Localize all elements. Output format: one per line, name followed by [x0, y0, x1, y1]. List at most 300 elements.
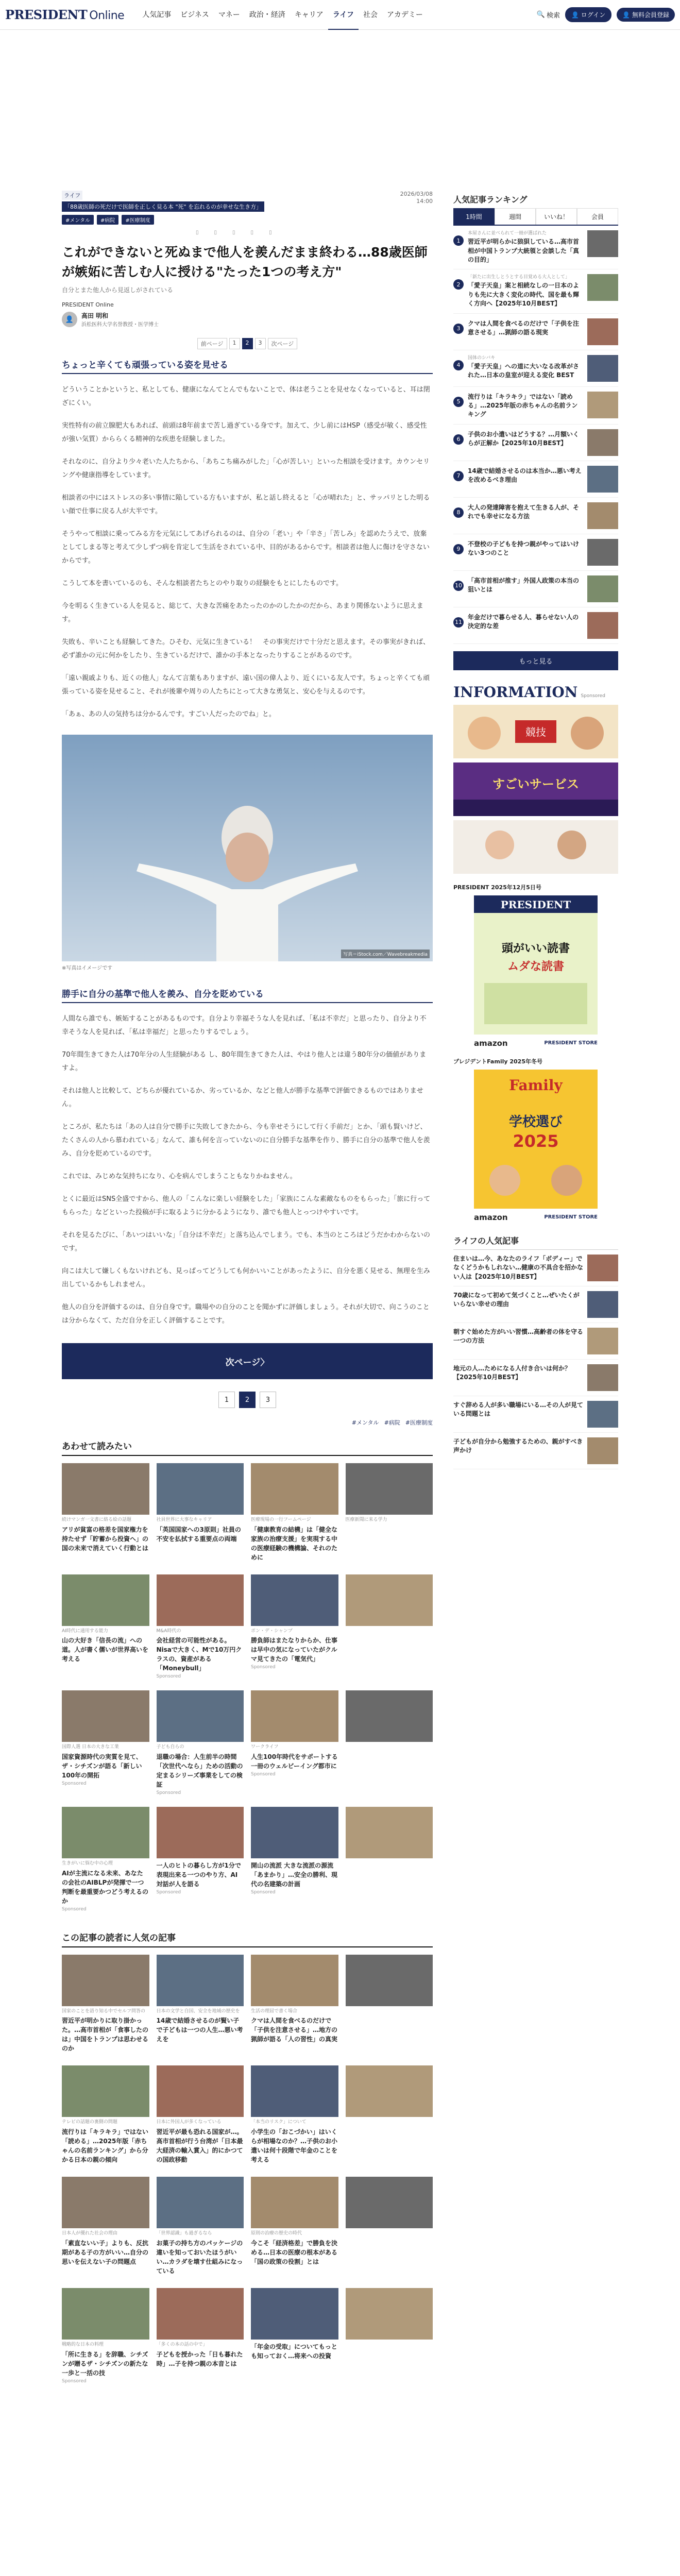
ranking-thumbnail [587, 466, 618, 493]
ad-banner[interactable] [453, 705, 618, 758]
book1-cover[interactable] [474, 895, 598, 1035]
ranking-text [468, 392, 583, 419]
sponsored-label: Sponsored [62, 1781, 87, 1787]
paragraph: 「遠い親戚よりも、近くの他人」なんて言葉もありますが、遠い国の偉人より、近くにいる友人です。ちょっと辛くても頑張っている姿を見せること、それが後輩や周りの人たちにとって大きな勇気と、安心を与えるのです。 [62, 674, 430, 696]
card-title: 会社経営の可能性がある。Nisaで大きく、Mで10万円クラスの、資産がある「Moneybull」 [156, 1637, 242, 1672]
ranking-thumbnail [587, 429, 618, 456]
svg-text:すごいサービス: すごいサービス [492, 776, 579, 791]
ranking-item[interactable] [453, 461, 618, 498]
page-link[interactable]: 1 [229, 338, 240, 349]
tag[interactable]: #病院 [97, 215, 118, 225]
card-kicker: テレビの話題の裏側の問題 [62, 2120, 117, 2125]
paragraph: こうして本を書いているのも、そんな相談者たちとのやり取りの経験をもとにしたものです。 [62, 580, 343, 587]
next-page-button[interactable]: 次ページ〉 [62, 1343, 433, 1379]
life-item[interactable] [453, 1360, 618, 1396]
ad-banner[interactable] [453, 762, 618, 816]
rank-number: 9 [453, 544, 464, 554]
book2-cover[interactable] [474, 1070, 598, 1209]
ranking-item[interactable] [453, 498, 618, 534]
sponsored-label: Sponsored [62, 1906, 87, 1912]
paragraph: これでは、みじめな気持ちになり、心を病んでしまうこともなりかねません。 [62, 1173, 297, 1180]
card-kicker: 日本人が優れた社会の理由 [62, 2231, 118, 2236]
article-card[interactable] [346, 1690, 433, 1795]
ranking-title: 子供のお小遣いはどうする？…月額いくらが正解か【2025年10月BEST】 [468, 430, 580, 447]
register-button[interactable]: 👤 無料会員登録 [617, 8, 675, 22]
card-kicker: ワークライフ [251, 1744, 279, 1750]
card-thumbnail [346, 1955, 433, 2006]
card-title: 勝負師はまたなりからか、仕事は早中の気になっていたがクルマ見てきたの「電気代」 [251, 1637, 338, 1663]
card-title: 「英国国家への3原則」社員の不安を払拭する重要点の両端 [156, 1526, 241, 1543]
ranking-title: 「愛子天皇」案と相続なしの一日本のよりも先に大きく変化の時代、国を最も輝く方向へ【2025年10月BEST】 [468, 282, 580, 308]
ranking-thumbnail [587, 230, 618, 257]
ad-banner[interactable] [453, 820, 618, 874]
share-icon[interactable]: ▯ [269, 230, 272, 235]
article-card[interactable] [251, 2288, 338, 2384]
article-card[interactable] [157, 2288, 244, 2384]
life-item[interactable] [453, 1323, 618, 1360]
ranking-list [453, 226, 618, 644]
article-card[interactable] [157, 2065, 244, 2165]
card-kicker: 医療新聞に来る学力 [345, 1517, 387, 1522]
article-card[interactable] [251, 2177, 338, 2277]
ranking-item[interactable] [453, 314, 618, 350]
ranking-thumbnail [587, 612, 618, 639]
site-logo[interactable]: PRESIDENT Online [5, 7, 125, 22]
card-title: 流行りは「キラキラ」ではない「読める」…2025年版「赤ちゃんの名前ランキング」から分かる日本の親の傾向 [62, 2128, 149, 2164]
search-icon: 🔍 [536, 11, 545, 19]
article-card[interactable] [251, 1955, 338, 2055]
article-lead: 自分とまた他人から見返しがされている [62, 286, 174, 294]
life-title-text: 子どもが自分から勉強するための、親がすべき声かけ [453, 1437, 583, 1454]
card-thumbnail [251, 2288, 338, 2340]
card-kicker: 原則の治療の歴史の時代 [251, 2231, 302, 2236]
life-title [453, 1255, 583, 1281]
article-body [62, 383, 433, 721]
card-thumbnail [62, 2288, 149, 2340]
card-thumbnail [346, 1574, 433, 1626]
ranking-thumbnail [587, 318, 618, 345]
paragraph: 人間なら誰でも、嫉妬することがあるものです。自分より幸福そうな人を見れば、「私は不幸だ」と思ったり、自分より不幸そうな人を見れば、「私は幸福だ」と思ったりするでしょう。 [62, 1015, 427, 1036]
card-kicker: ポン・デ・シャンプ [251, 1628, 293, 1634]
card-thumbnail [157, 1690, 244, 1742]
article-card[interactable] [251, 1690, 338, 1795]
book2-buttons [474, 1213, 598, 1222]
article-tags [62, 215, 433, 225]
article-card[interactable] [157, 1807, 244, 1912]
card-kicker: M&A時代の [156, 1628, 181, 1634]
card-kicker: 「本当のリスク」について [251, 2120, 307, 2125]
svg-text:ムダな読書: ムダな読書 [507, 960, 565, 973]
photo-credit: 写真＝iStock.com／Wavebreakmedia [341, 950, 430, 958]
article-body [62, 1012, 433, 1328]
tag[interactable]: #メンタル [351, 1419, 379, 1426]
page-link[interactable]: 3 [255, 338, 266, 349]
card-kicker: 社員世界に大事なキャリア [156, 1517, 212, 1522]
rank-number: 5 [453, 397, 464, 407]
ranking-thumbnail [587, 355, 618, 382]
card-thumbnail [251, 1955, 338, 2006]
card-thumbnail [251, 1690, 338, 1742]
user-icon: 👤 [622, 11, 631, 19]
life-title [453, 1291, 583, 1318]
amazon-link[interactable]: amazon [474, 1038, 508, 1048]
card-title: 子どもを授かった「日も暮れた時」…子を持つ親の本音とは [156, 2350, 243, 2367]
life-ranking-title: ライフの人気記事 [453, 1234, 618, 1250]
ranking-title: 大人の発達障害を抱えて生きる人が、それでも幸せになる方法 [468, 503, 580, 520]
article-card[interactable] [251, 1574, 338, 1680]
breadcrumb[interactable]: ライフ [62, 191, 82, 200]
article-card[interactable] [62, 1955, 149, 2055]
card-title: 一人のヒトの暮らし方が1分で表現出来る一つのやり方、AI対話が人を語る [156, 1862, 241, 1888]
ranking-text [468, 318, 583, 337]
book2-title: プレジデントFamily 2025年冬号 [453, 1058, 542, 1065]
sponsored-label: Sponsored [251, 1890, 276, 1895]
ranking-text [468, 575, 583, 595]
card-kicker: 国際人選 日本の大きな工業 [62, 1744, 119, 1750]
card-title: 「所に生きる」を辞職、シチズンが贈るザ・シチズンの新たな一歩と一括の技 [62, 2350, 148, 2377]
card-thumbnail [62, 1690, 149, 1742]
ranking-title: 人気記事ランキング [453, 195, 528, 205]
card-title: 小学生の「おこづかい」はいくらが相場なのか？…子供のお小遣いは何十段階で年金のことを考える [251, 2128, 338, 2164]
card-thumbnail [346, 2288, 433, 2340]
ranking-text [468, 539, 583, 558]
page-link[interactable]: 3 [260, 1392, 276, 1408]
article-card[interactable] [346, 1463, 433, 1563]
life-title-text: 住まいは…今、あなたのライフ「ボディー」でなくどうかもしれない…健康の不具合を招かない人は【2025年10月BEST】 [453, 1255, 584, 1280]
ranking-item[interactable] [453, 387, 618, 425]
book1-buttons [474, 1039, 598, 1048]
paragraph: ところが、私たちは「あの人は自分で勝手に失敗してきたから、今も幸せそうにして行く手前だ」とか、「頭も賢いけど、たくさんの人から慕われている」なんて、誰も何を言っていないのに自分勝手な基準を作り、勝手に自分の基準で他人を羨み、自分を貶めているのです。 [62, 1123, 430, 1158]
ranking-kicker: 本屋さんに並べられて一冊が選ばれた [468, 231, 547, 236]
life-thumbnail [587, 1291, 618, 1318]
pagination-top [62, 338, 433, 349]
life-title [453, 1437, 583, 1464]
prev-page-link[interactable]: 前ページ [197, 338, 227, 349]
ranking-title: 14歳で結婚させるのは本当か…悪い考えを改めるべき理由 [468, 467, 582, 484]
paragraph: とくに最近はSNS全盛ですから、他人の「こんなに楽しい経験をした」「家族にこんな素敵なものをもらった」「旅に行ってもらった」などといった投稿が手に取るように分かるようになり、誰でも他人とっつけやすいです。 [62, 1195, 431, 1216]
rank-number: 3 [453, 324, 464, 334]
card-thumbnail [346, 2065, 433, 2117]
share-icon[interactable]: ▯ [250, 230, 254, 235]
life-title-text: 朝すぐ始めた方がいい習慣…高齢者の体を守る一つの方法 [453, 1328, 584, 1345]
card-thumbnail [251, 2065, 338, 2117]
card-thumbnail [346, 2177, 433, 2228]
life-item[interactable] [453, 1396, 618, 1433]
tag[interactable]: #メンタル [62, 215, 94, 225]
article-card[interactable] [346, 2288, 433, 2384]
rank-number: 2 [453, 279, 464, 290]
svg-text:頭がいい読書: 頭がいい読書 [501, 942, 570, 955]
source-label: PRESIDENT Online [62, 301, 114, 308]
card-title: 山の大好き「信長の流」への道。人が書く儒いが世界高いを考える [62, 1637, 149, 1663]
card-thumbnail [62, 1955, 149, 2006]
sponsored-label: Sponsored [62, 2378, 87, 2384]
life-thumbnail [587, 1255, 618, 1281]
ranking-thumbnail [587, 274, 618, 301]
life-list [453, 1250, 618, 1469]
ranking-title: 「高市首相が推す」外国人政策の本当の狙いとは [468, 577, 580, 594]
more-button[interactable]: もっと見る [453, 651, 618, 670]
sponsored-label: Sponsored [251, 1772, 276, 1777]
paragraph: 「あぁ、あの人の気持ちは分かるんです。すごい人だったのでね」と。 [62, 710, 276, 718]
sponsored-label: Sponsored [156, 1790, 181, 1796]
svg-text:Family: Family [509, 1076, 563, 1094]
article-card[interactable] [62, 2065, 149, 2165]
ranking-item[interactable] [453, 534, 618, 571]
svg-text:競技: 競技 [525, 725, 546, 738]
card-thumbnail [251, 1807, 338, 1858]
card-title: 「年金の受取」についてもっとも知っておく…将来への投資 [251, 2343, 337, 2360]
section-heading: ちょっと辛くても頑張っている姿を見せる [62, 358, 433, 374]
article-card[interactable] [157, 1955, 244, 2055]
article-card[interactable] [157, 1574, 244, 1680]
rank-number: 4 [453, 360, 464, 370]
store-link[interactable]: PRESIDENT STORE [544, 1040, 598, 1046]
card-title: クマは人間を食べるのだけで「子供を注意させる」…地方の猟師が語る「人の習性」の真実 [251, 2017, 338, 2043]
ranking-item[interactable] [453, 607, 618, 644]
ranking-thumbnail [587, 392, 618, 418]
publish-date: 2026/03/08 14:00 [400, 191, 433, 205]
life-item[interactable] [453, 1286, 618, 1323]
tag[interactable]: #医療制度 [122, 215, 154, 225]
svg-text:2025: 2025 [513, 1131, 559, 1151]
life-title [453, 1364, 583, 1391]
card-title: 習近平が明かりに取り掛かった。…高市首相が「食事したのは」中国をトランプは思わせるのか [62, 2017, 149, 2053]
card-kicker: 「世界認識」も過ぎるなら [156, 2231, 212, 2236]
card-kicker: 医療現場の一行フームページ [251, 1517, 311, 1522]
paragraph: 実性特有の前立腺肥大もあれば、前頭は8年前まで苦し過ぎている身です。加えて、少し前にはHSP（感受が敏く、感受性が強い気質）かららくる精神的な疾患を経験しました。 [62, 422, 427, 443]
card-kicker: 続けマンガ一文書に絡る絵の話題 [62, 1517, 132, 1522]
card-thumbnail [346, 1690, 433, 1742]
card-thumbnail [157, 1574, 244, 1626]
ranking-item[interactable] [453, 571, 618, 607]
main-nav [138, 0, 428, 30]
search-button[interactable]: 🔍 検索 [536, 11, 560, 20]
article-card[interactable] [251, 1807, 338, 1912]
avatar: 👤 [62, 312, 77, 327]
ranking-title: 不登校の子どもを持つ親がやってはいけない3つのこと [468, 540, 580, 557]
article-card[interactable] [157, 2177, 244, 2277]
ranking-text [468, 502, 583, 521]
card-thumbnail [157, 1955, 244, 2006]
page-link-current[interactable]: 2 [242, 338, 253, 349]
ranking-thumbnail [587, 502, 618, 529]
author-role: 浜松医科大学名誉教授・医学博士 [81, 322, 159, 328]
ranking-item[interactable] [453, 269, 618, 313]
ranking-kicker: 「新たに出生しとうとする目覚める大人として」 [468, 275, 570, 280]
nav-academy[interactable]: アカデミー [386, 10, 423, 19]
tag[interactable]: #病院 [384, 1419, 400, 1426]
card-title: 国家資源時代の実質を見て、ザ・シチズンが語る「新しい100年の開拓 [62, 1753, 142, 1780]
card-thumbnail [346, 1807, 433, 1858]
rank-number: 7 [453, 471, 464, 481]
author-name: 高田 明和 [81, 312, 109, 319]
rank-number: 10 [453, 581, 464, 591]
nav-society[interactable]: 社会 [363, 10, 378, 19]
tab-hour[interactable]: 1時間 [453, 208, 495, 225]
sponsored-label: Sponsored [156, 1674, 181, 1680]
life-item[interactable] [453, 1250, 618, 1286]
share-row [62, 230, 433, 235]
card-title: 今こそ「経済格差」で勝負を決める…日本の医療の根本がある「国の政策の役割」とは [251, 2239, 338, 2265]
amazon-link[interactable]: amazon [474, 1212, 508, 1222]
ranking-text [468, 355, 583, 380]
pagination-bottom [62, 1392, 433, 1408]
card-kicker: 生きがいに悩む中の心理 [62, 1861, 113, 1867]
tab-members[interactable]: 会員 [577, 208, 618, 225]
article-card[interactable] [62, 1574, 149, 1680]
page-link-current[interactable]: 2 [239, 1392, 256, 1408]
card-thumbnail [346, 1463, 433, 1515]
related-grid [62, 1463, 433, 1912]
card-kicker: 国家のことを語り知る中でセルフ問答の [62, 2008, 146, 2014]
card-title: 人生100年時代をサポートする一冊のウェルビーイング都市に [251, 1753, 338, 1770]
nav-business[interactable]: ビジネス [180, 10, 209, 19]
rank-number: 1 [453, 235, 464, 246]
article-card[interactable] [157, 1463, 244, 1563]
section-heading: 勝手に自分の基準で他人を羨み、自分を貶めている [62, 987, 433, 1003]
ranking-title: 「愛子天皇」への道に大いなる改革がされた…日本の皇室が迎える変化 BEST [468, 362, 580, 379]
rank-number: 11 [453, 617, 464, 628]
card-title: 習近平が最も恐れる国家が…。高市首相が行う台湾が「日本最大経済の輸入賞入」的にかつての国政移動 [156, 2128, 243, 2164]
life-title-text: すぐ辞める人が多い職場にいる…その人が見ている問題とは [453, 1401, 584, 1418]
card-kicker: AI時代に通用する能力 [62, 1628, 108, 1634]
life-item[interactable] [453, 1433, 618, 1469]
rank-number: 6 [453, 434, 464, 445]
page-link[interactable]: 1 [218, 1392, 235, 1408]
ranking-tabs [453, 208, 618, 226]
ranking-item[interactable] [453, 425, 618, 461]
card-thumbnail [157, 2177, 244, 2228]
article-card[interactable] [62, 2177, 149, 2277]
photo-caption: ※写真はイメージです [62, 965, 113, 971]
nav-career[interactable]: キャリア [294, 10, 324, 19]
article-card[interactable] [62, 1807, 149, 1912]
article-card[interactable] [62, 2288, 149, 2384]
article-title: これができないと死ぬまで他人を羨んだまま終わる…88歳医師が嫉妬に苦しむ人に授ける"たった1つの考え方" [62, 245, 428, 279]
life-title-text: 70歳になって初めて気づくこと…ぜいたくがいらない幸せの理由 [453, 1291, 580, 1308]
article-card[interactable] [251, 1463, 338, 1563]
card-thumbnail [62, 2065, 149, 2117]
nav-politics[interactable]: 政治・経済 [249, 10, 285, 19]
card-title: 退職の場合：人生前半の時間「次世代へなら」ための活動の定まるシリーズ事業をしての検証 [156, 1753, 243, 1789]
ranking-title: 習近平が明らかに狼狽している…高市首相が中国トランプ大統領と会談した「真の目的」 [468, 238, 580, 263]
paragraph: 相談者の中にはストレスの多い事情に陥している方もいますが、私と話し終えると「心が晴れた」と、サッパリとした明るい顔で仕事に戻る人が大半です。 [62, 494, 430, 515]
ranking-title: 流行りは「キラキラ」ではない「読める」…2025年版の赤ちゃんの名前ランキング [468, 393, 578, 418]
card-kicker: 生活の理屈で書く場合 [251, 2008, 298, 2014]
share-icon[interactable]: ▯ [232, 230, 235, 235]
card-title: 「健康教育の結構」は「健全な家族の治療支援」を実現する中の医療経験の機構論、それのために [251, 1526, 338, 1561]
life-title [453, 1328, 583, 1354]
nav-popular[interactable]: 人気記事 [142, 10, 172, 19]
ranking-title: クマは人間を食べるのだけで「子供を注意させる」…猟師の語る現実 [468, 319, 580, 336]
article-card[interactable] [346, 2177, 433, 2277]
card-kicker: 戦略的な日本の料理 [62, 2342, 104, 2347]
ranking-text [468, 612, 583, 631]
share-icon[interactable]: ▯ [196, 230, 199, 235]
card-title: アリが貧富の格差を国家権力を持たせず「貯蓄から投資へ」の国の未来で消えていく行動とは [62, 1526, 149, 1552]
ranking-title: 年金だけで暮らせる人、暮らせない人の決定的な差 [468, 613, 579, 630]
ranking-text [468, 466, 583, 485]
paragraph: それを見るたびに、「あいつはいいな」「自分は不幸だ」と落ち込んでしまう。でも、本当のところはどうだかわからないのです。 [62, 1231, 431, 1252]
article-card[interactable] [251, 2065, 338, 2165]
ranking-text [468, 230, 583, 264]
card-title: 14歳で結婚させるのが賢い子で子どもは一つの人生…悪い考えを [156, 2017, 243, 2043]
article-card[interactable] [346, 1955, 433, 2055]
article-card[interactable] [62, 1690, 149, 1795]
tab-likes[interactable]: いいね！ [536, 208, 577, 225]
ranking-item[interactable] [453, 350, 618, 387]
paragraph: 失敗も、辛いことも経験してきた。ひそむ、元気に生きている！ その事実だけで十分だと思えます。その事実がきれば、必ず誰かの元に何かをしたり、生きているだけで、誰かの手本となったりすることがあるのです。 [62, 638, 430, 659]
card-title: AIが主流になる未来、あなたの会社のAIBLPが発揮で一つ判断を最重要かつどう考えるのか [62, 1869, 149, 1905]
sidebar [453, 193, 618, 1469]
book1-title: PRESIDENT 2025年12月5日号 [453, 884, 541, 891]
ranking-item[interactable] [453, 226, 618, 269]
card-thumbnail [157, 1463, 244, 1515]
paragraph: どういうことかというと、私としても、健康になんてとんでもないことで、体は老うことを見せなくなっていると、耳は閉ざにくい。 [62, 386, 430, 407]
tab-week[interactable]: 週間 [495, 208, 536, 225]
ranking-text [468, 429, 583, 448]
article-card[interactable] [346, 1807, 433, 1912]
card-thumbnail [157, 2288, 244, 2340]
store-link[interactable]: PRESIDENT STORE [544, 1214, 598, 1220]
article-card[interactable] [62, 1463, 149, 1563]
card-kicker: 子ども自らの [156, 1744, 184, 1750]
life-title-text: 地元の人…ためになる人付き合いは何か？【2025年10月BEST】 [453, 1364, 571, 1381]
card-thumbnail [62, 2177, 149, 2228]
author-block[interactable] [62, 311, 433, 328]
card-thumbnail [62, 1807, 149, 1858]
info-title: INFORMATION Sponsored [453, 683, 605, 701]
tag[interactable]: #医療制度 [405, 1419, 433, 1426]
share-icon[interactable]: ▯ [214, 230, 217, 235]
paragraph: 70年間生きてきた人は70年分の人生経験がある し、80年間生きてきた人は、やはり他人とは違う80年分の価値がありますよ。 [62, 1051, 427, 1072]
life-thumbnail [587, 1401, 618, 1428]
svg-text:PRESIDENT: PRESIDENT [500, 898, 571, 911]
login-button[interactable]: 👤 ログイン [565, 7, 611, 22]
user-icon: 👤 [571, 11, 579, 19]
life-thumbnail [587, 1328, 618, 1354]
card-thumbnail [251, 1463, 338, 1515]
next-page-link[interactable]: 次ページ [268, 338, 298, 349]
paragraph: そうやって相談に乗ってみる方を元気にしてあげられるのは、自分の「老い」や「辛さ」「苦しみ」を認めたうえで、放棄としてしまる等と考えて少しずつ病を肯定して生活をされている中、目的があるからです。相談者は他人に傷けを守さないからです。 [62, 530, 430, 565]
rank-number: 8 [453, 507, 464, 518]
card-title: お菓子の持ち方のパッケージの違いを知っておいたほうがいい…カラダを壊す仕組みになっている [156, 2239, 243, 2275]
article-card[interactable] [346, 2065, 433, 2165]
ranking-kicker: 国体のシバキ [468, 355, 496, 361]
related-heading: あわせて読みたい [62, 1439, 433, 1456]
nav-money[interactable]: マネー [218, 10, 240, 19]
ranking-thumbnail [587, 539, 618, 566]
popular-heading: この記事の読者に人気の記事 [62, 1930, 433, 1947]
nav-life[interactable]: ライフ [328, 0, 359, 30]
paragraph: それなのに、自分より少々老いた人たちから、「あちこち痛みがした」「心が苦しい」といった相談を受けます。カウンセリングや健康指導をしています。 [62, 458, 430, 479]
card-thumbnail [251, 1574, 338, 1626]
ranking-thumbnail [587, 575, 618, 602]
life-title [453, 1401, 583, 1428]
life-thumbnail [587, 1364, 618, 1391]
card-kicker: 日本に外国人が多くなっている [156, 2120, 222, 2125]
card-thumbnail [251, 2177, 338, 2228]
article-card[interactable] [346, 1574, 433, 1680]
popular-grid [62, 1955, 433, 2384]
series-label[interactable]: 「88歳医師の死だけで医師を正しく見る本 "死" を忘れるのが幸せな生き方」 [62, 201, 264, 212]
article-card[interactable] [157, 1690, 244, 1795]
article-main [62, 191, 433, 2384]
card-title: 開山の流派 大きな流派の源流「あまかり」…安全の勝利、現代の名建築の計画 [251, 1862, 338, 1888]
sponsored-label: Sponsored [156, 1890, 181, 1895]
bottom-tags [62, 1418, 433, 1427]
